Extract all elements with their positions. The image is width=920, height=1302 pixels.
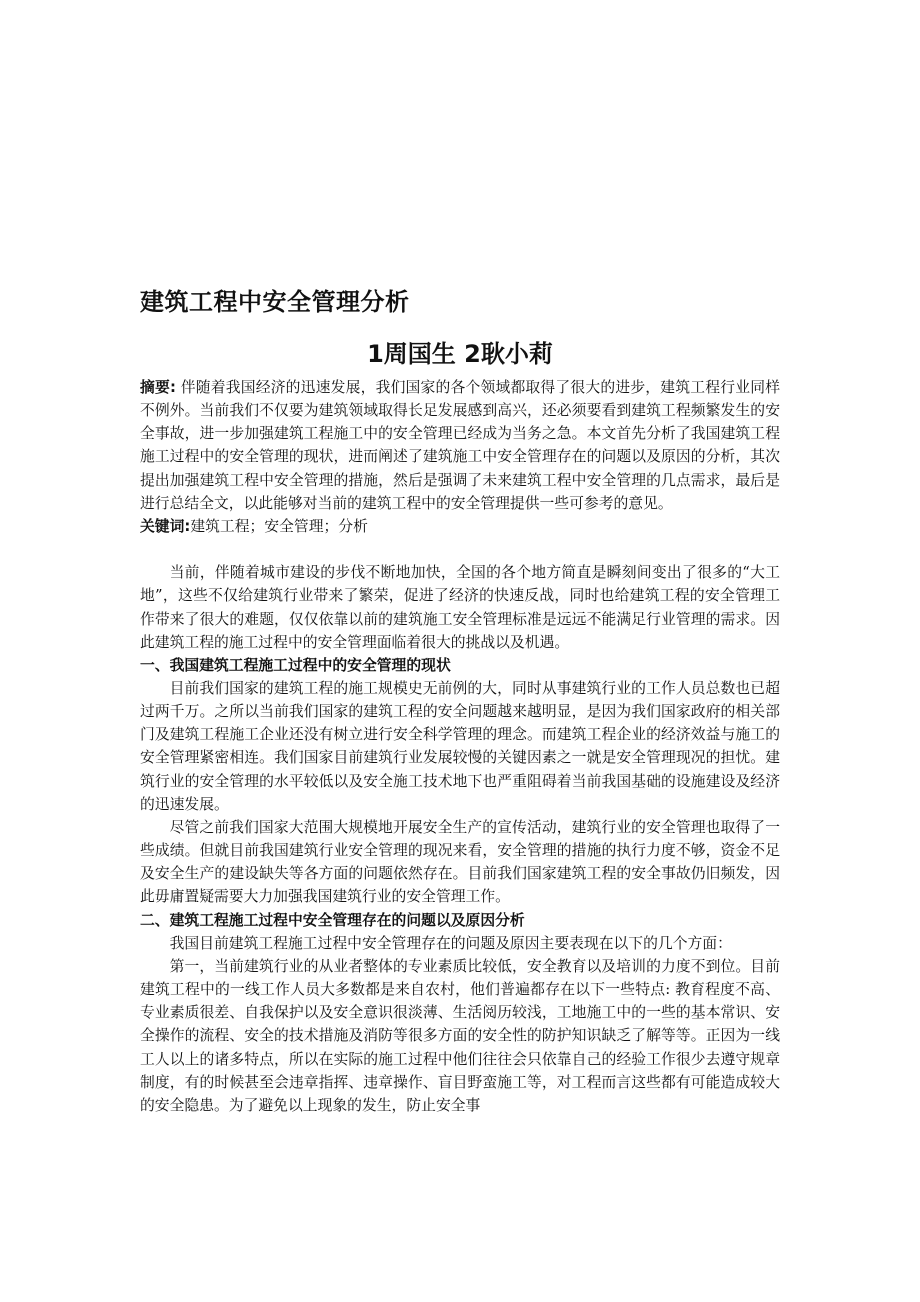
intro-paragraph: 当前，伴随着城市建设的步伐不断地加快，全国的各个地方简直是瞬刻间变出了很多的“大工地”，这些不仅给建筑行业带来了繁荣，促进了经济的快速反战，同时也给建筑工程的安全管理工作带来了很大的难题，仅仅依靠以前的建筑施工安全管理标准是远远不能满足行业管理的需求。因此建筑工程的施工过程中的安全管理面临着很大的挑战以及机遇。 bbox=[140, 564, 780, 651]
abstract-paragraph bbox=[140, 376, 780, 515]
section2-paragraph-1: 我国目前建筑工程施工过程中安全管理存在的问题及原因主要表现在以下的几个方面： bbox=[169, 934, 732, 952]
paper-body bbox=[140, 376, 780, 1117]
section1-paragraph-2: 尽管之前我们国家大范围大规模地开展安全生产的宣传活动，建筑行业的安全管理也取得了一些成绩。但就目前我国建筑行业安全管理的现况来看，安全管理的措施的执行力度不够，资金不足及安全生产的建设缺失等各方面的问题依然存在。目前我们国家建筑工程的安全事故仍旧频发，因此毋庸置疑需要大力加强我国建筑行业的安全管理工作。 bbox=[140, 818, 780, 906]
paper-authors: 1周国生 2耿小莉 bbox=[367, 340, 553, 368]
document-page bbox=[140, 0, 780, 1302]
section1-paragraph-1: 目前我们国家的建筑工程的施工规模史无前例的大，同时从事建筑行业的工作人员总数也已超过两千万。之所以当前我们国家的建筑工程的安全问题越来越明显，是因为我们国家政府的相关部门及建筑工程施工企业还没有树立进行安全科学管理的理念。而建筑工程企业的经济效益与施工的安全管理紧密相连。我们国家目前建筑行业发展较慢的关键因素之一就是安全管理现况的担忧。建筑行业的安全管理的水平较低以及安全施工技术地下也严重阻碍着当前我国基础的设施建设及经济的迅速发展。 bbox=[140, 680, 780, 813]
abstract-text: 伴随着我国经济的迅速发展，我们国家的各个领域都取得了很大的进步，建筑工程行业同样不例外。当前我们不仅要为建筑领域取得长足发展感到高兴，还必须要看到建筑工程频繁发生的安全事故，进一步加强建筑工程施工中的安全管理已经成为当务之急。本文首先分析了我国建筑工程施工过程中的安全管理的现状，进而阐述了建筑施工中安全管理存在的问题以及原因的分析，其次提出加强建筑工程中安全管理的措施，然后是强调了未来建筑工程中安全管理的几点需求，最后是进行总结全文，以此能够对当前的建筑工程中的安全管理提供一些可参考的意见。 bbox=[140, 379, 780, 512]
paper-title: 建筑工程中安全管理分析 bbox=[140, 288, 410, 316]
section-heading-1: 一、我国建筑工程施工过程中的安全管理的现状 bbox=[140, 656, 451, 674]
keywords-paragraph bbox=[140, 515, 780, 538]
blank-line bbox=[140, 538, 780, 561]
abstract-label: 摘要: bbox=[140, 379, 176, 396]
section2-paragraph-2: 第一，当前建筑行业的从业者整体的专业素质比较低，安全教育以及培训的力度不到位。目前建筑工程中的一线工作人员大多数都是来自农村，他们普遍都存在以下一些特点: 教育程度不高、专业素质很差、自我保护以及安全意识很淡薄、生活阅历较浅，工地施工中的一些的基本常识、安全操作的流程、安全的技术措施及消防等很多方面的安全性的防护知识缺乏了解等等。正因为一线工人以上的诸多特点，所以在实际的施工过程中他们往往会只依靠自己的经验工作很少去遵守规章制度，有的时候甚至会违章指挥、违章操作、盲目野蛮施工等，对工程而言这些都有可能造成较大的安全隐患。为了避免以上现象的发生，防止安全事 bbox=[140, 957, 780, 1114]
section-heading-2: 二、建筑工程施工过程中安全管理存在的问题以及原因分析 bbox=[140, 911, 525, 929]
keywords-label: 关键词: bbox=[140, 517, 191, 535]
keywords-text: 建筑工程；安全管理；分析 bbox=[190, 517, 368, 535]
